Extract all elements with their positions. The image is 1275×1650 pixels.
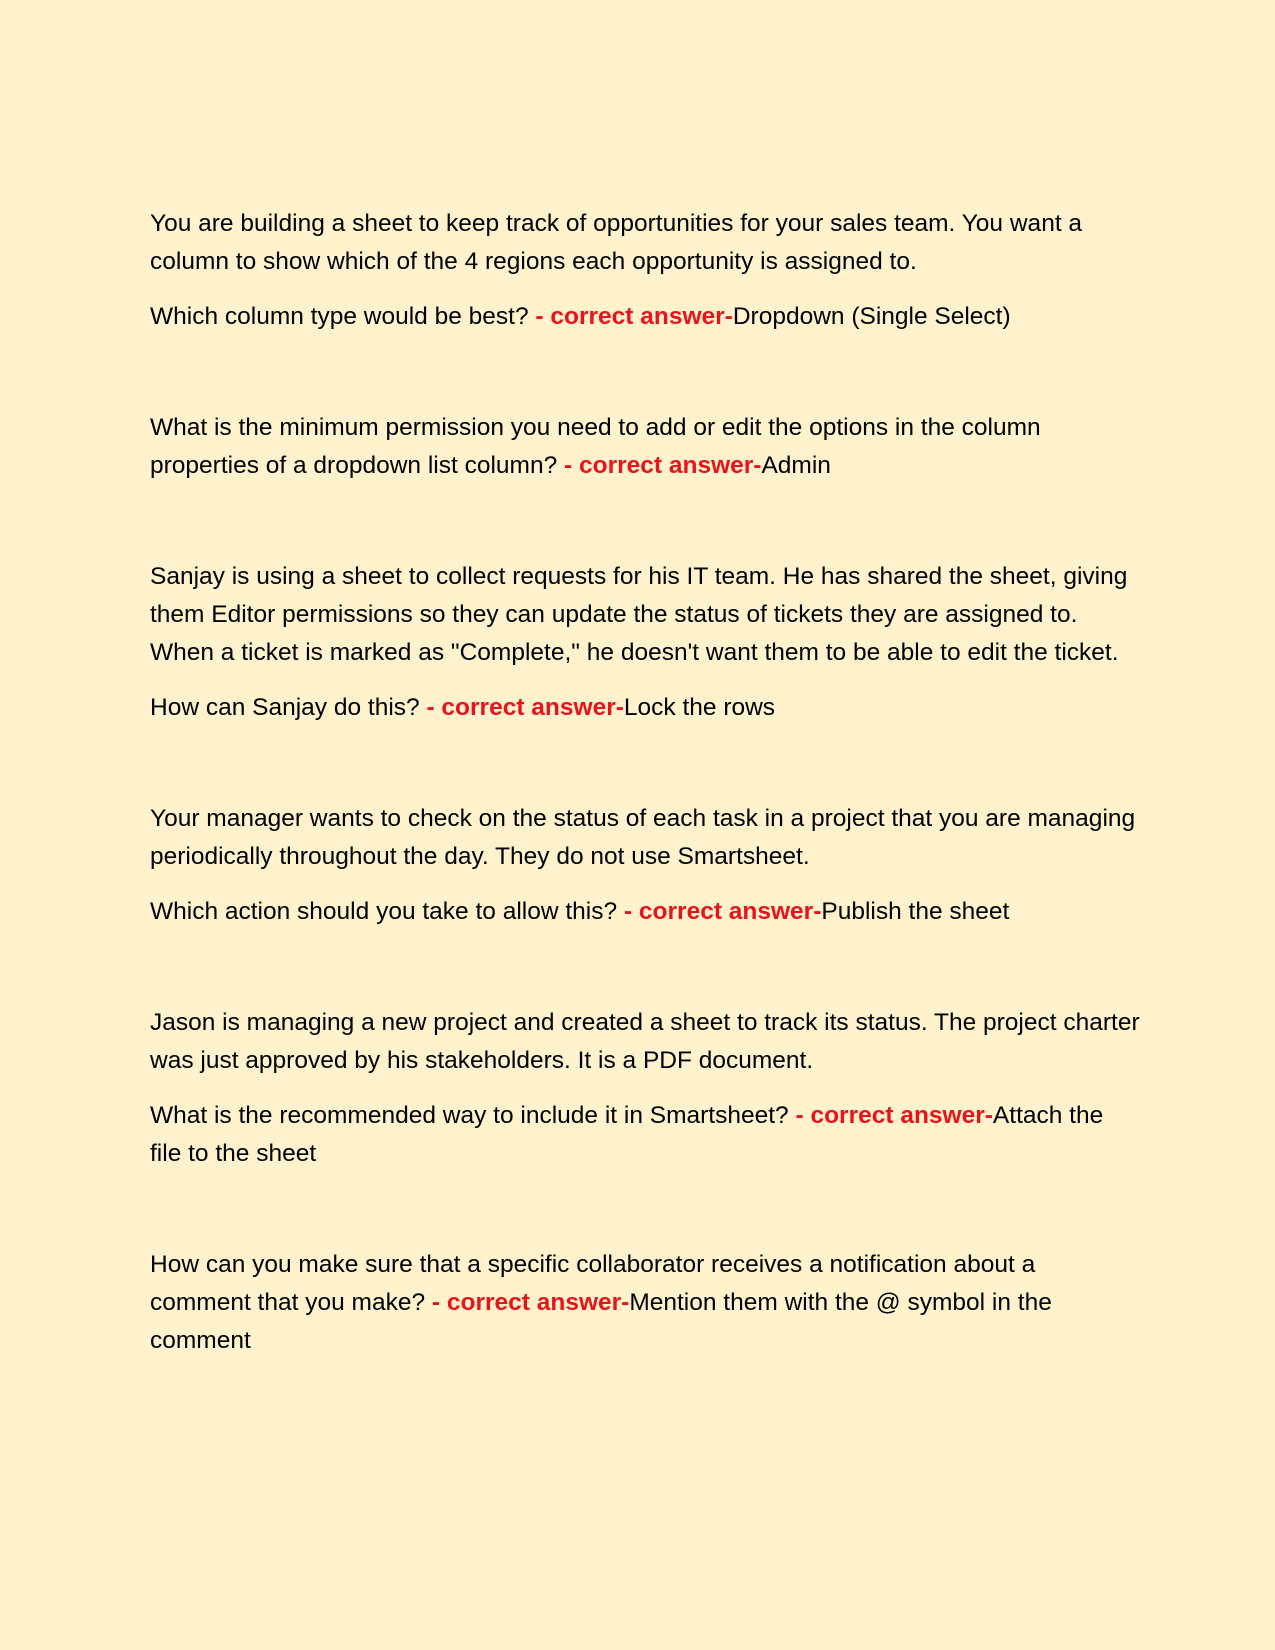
question-line: [150, 1097, 1140, 1173]
qa-item-6: [150, 1246, 1140, 1360]
answer-text: Mention them with the @ symbol in the comment: [150, 1289, 1052, 1354]
question-line: [150, 689, 1140, 727]
question-text: How can Sanjay do this?: [150, 694, 420, 721]
qa-item-3: [150, 558, 1140, 727]
qa-item-1: [150, 205, 1140, 336]
question-context: Sanjay is using a sheet to collect requests for his IT team. He has shared the sheet, giving them Editor permissions so they can update the status of tickets they are assigned to. When a ticket is marked as "Complete," he doesn't want them to be able to edit the ticket.: [150, 563, 1128, 666]
question-line: [150, 298, 1140, 336]
correct-answer-marker: - correct answer-: [564, 452, 762, 479]
spacer: [150, 727, 1140, 800]
question-line: [150, 409, 1140, 485]
qa-item-2: [150, 409, 1140, 485]
answer-text: Lock the rows: [623, 694, 776, 721]
spacer: [150, 1173, 1140, 1246]
spacer: [150, 336, 1140, 409]
qa-item-4: [150, 800, 1140, 931]
question-line: [150, 1246, 1140, 1360]
spacer: [150, 485, 1140, 558]
question-context: Jason is managing a new project and created a sheet to track its status. The project charter was just approved by his stakeholders. It is a PDF document.: [150, 1009, 1140, 1074]
spacer: [150, 931, 1140, 1004]
correct-answer-marker: - correct answer-: [535, 303, 733, 330]
answer-text: Admin: [761, 452, 831, 479]
qa-item-5: [150, 1004, 1140, 1173]
correct-answer-marker: - correct answer-: [426, 694, 624, 721]
question-context: Your manager wants to check on the status of each task in a project that you are managing periodically throughout the day. They do not use Smartsheet.: [150, 805, 1136, 870]
correct-answer-marker: - correct answer-: [431, 1289, 630, 1316]
answer-text: Publish the sheet: [821, 898, 1010, 925]
answer-text: Dropdown (Single Select): [732, 303, 1011, 330]
question-line: [150, 893, 1140, 931]
question-context: You are building a sheet to keep track of opportunities for your sales team. You want a column to show which of the 4 regions each opportunity is assigned to.: [150, 210, 1083, 275]
correct-answer-marker: - correct answer-: [623, 898, 822, 925]
question-text: Which column type would be best?: [150, 303, 529, 330]
correct-answer-marker: - correct answer-: [795, 1102, 993, 1129]
question-text: What is the recommended way to include it in Smartsheet?: [150, 1102, 789, 1129]
answer-text: Attach the file to the sheet: [150, 1102, 1104, 1167]
question-text: How can you make sure that a specific collaborator receives a notification about a comment that you make?: [150, 1251, 1036, 1316]
question-text: What is the minimum permission you need to add or edit the options in the column properties of a dropdown list column?: [150, 414, 1041, 479]
question-text: Which action should you take to allow this?: [150, 898, 618, 925]
document-page: [150, 205, 1140, 1360]
